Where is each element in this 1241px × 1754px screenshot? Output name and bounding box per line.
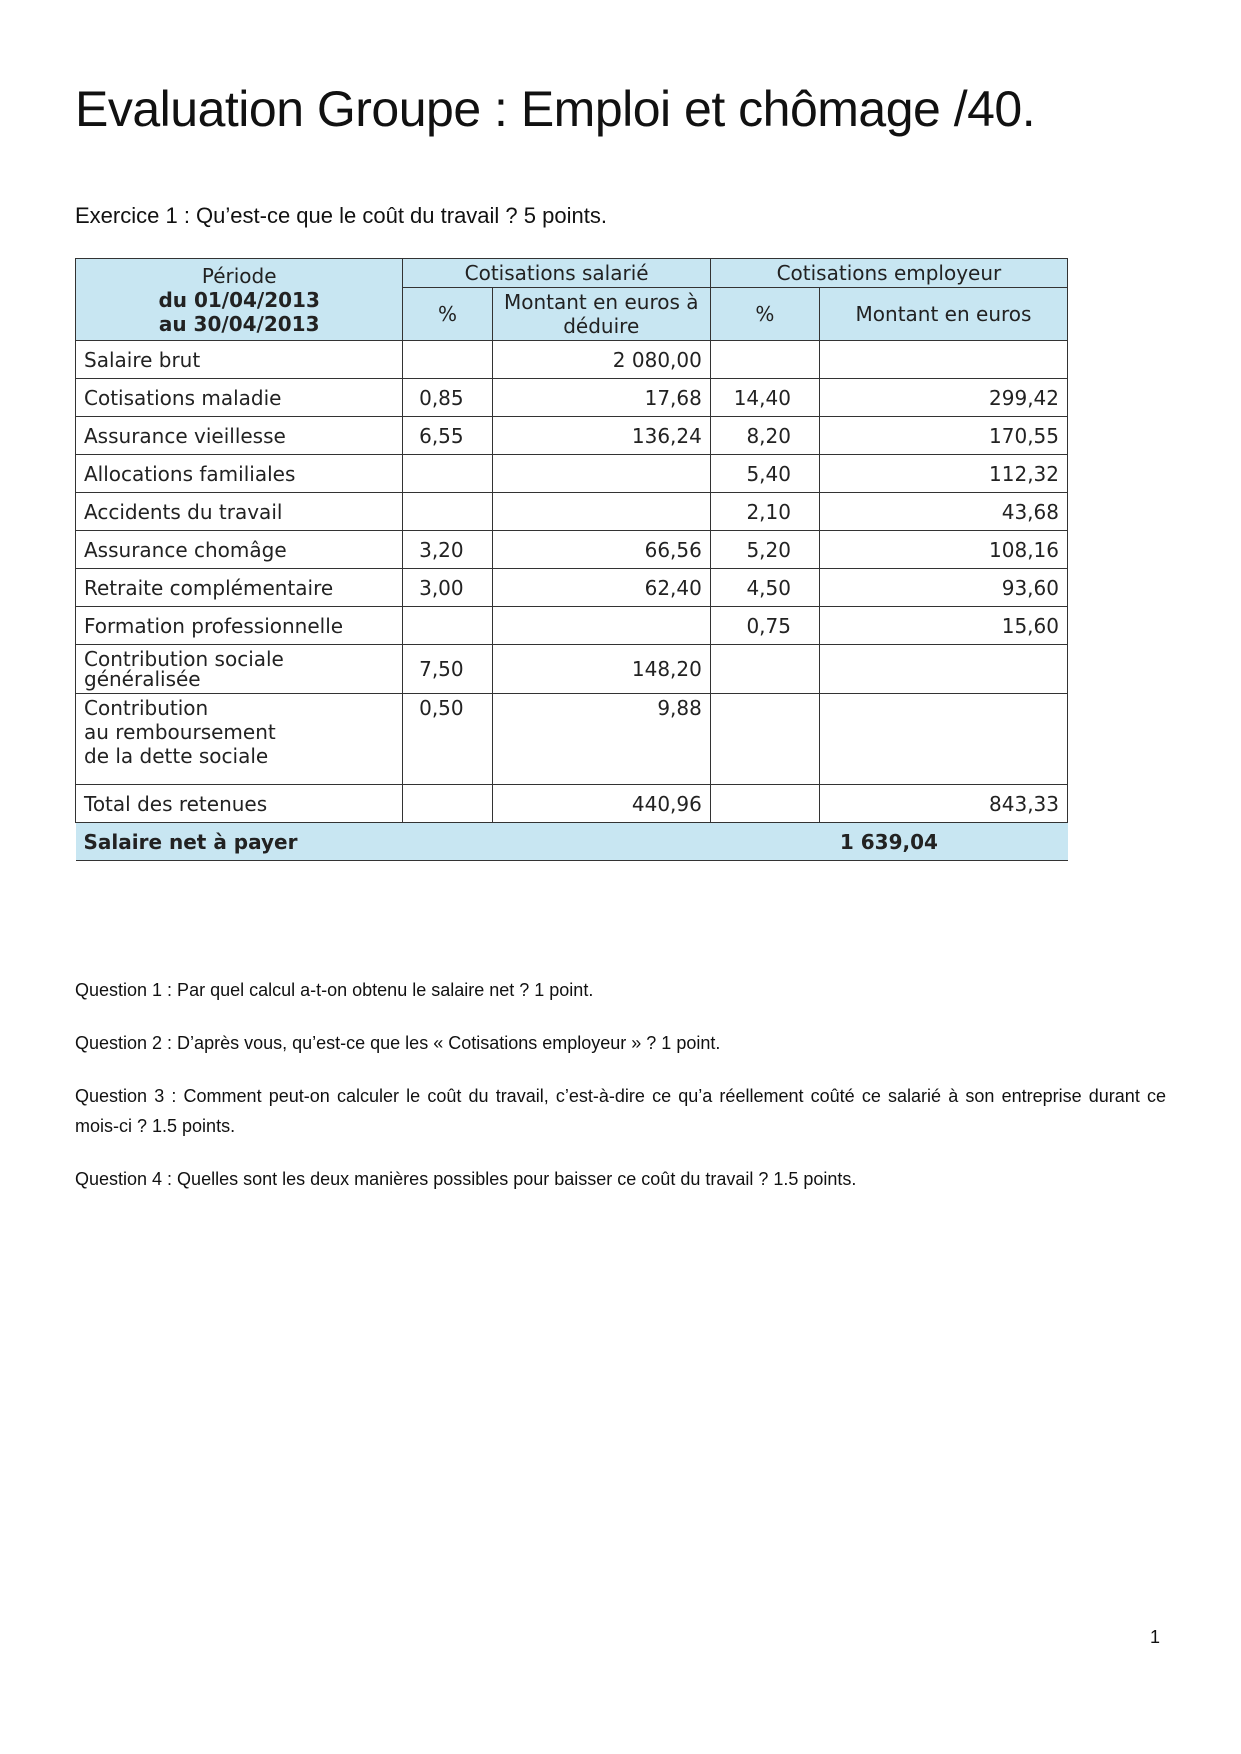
question-2: Question 2 : D’après vous, qu’est-ce que les « Cotisations employeur » ? 1 point. xyxy=(75,1033,721,1053)
table-row xyxy=(76,417,1068,455)
row-label: Retraite complémentaire xyxy=(76,569,403,607)
salarie-pct: 6,55 xyxy=(403,417,492,455)
salarie-pct xyxy=(403,493,492,531)
row-label-line: au remboursement xyxy=(84,720,276,744)
question-3: Question 3 : Comment peut-on calculer le coût du travail, c’est-à-dire ce qu’a réellement coûté ce salarié à son entreprise durant ce mois-ci ? 1.5 points. xyxy=(75,1086,1166,1136)
employeur-pct xyxy=(710,341,819,379)
row-label xyxy=(76,645,403,694)
salarie-pct: 3,00 xyxy=(403,569,492,607)
employeur-amount xyxy=(819,341,1067,379)
row-label: Cotisations maladie xyxy=(76,379,403,417)
salarie-group-header: Cotisations salarié xyxy=(403,259,711,288)
table-row xyxy=(76,379,1068,417)
row-label xyxy=(76,694,403,785)
salarie-amount-header: Montant en euros à déduire xyxy=(492,288,710,341)
employeur-amount: 170,55 xyxy=(819,417,1067,455)
employeur-amount xyxy=(819,694,1067,785)
table-header-row xyxy=(76,259,1068,288)
net-salary-value: 1 639,04 xyxy=(710,823,1067,861)
row-label-line: Contribution xyxy=(84,696,209,720)
salarie-pct xyxy=(403,455,492,493)
salarie-pct-header: % xyxy=(403,288,492,341)
row-label-line: de la dette sociale xyxy=(84,744,269,768)
total-row xyxy=(76,785,1068,823)
salarie-pct: 0,50 xyxy=(403,694,492,785)
salarie-amount xyxy=(492,493,710,531)
period-header xyxy=(76,259,403,341)
row-label: Allocations familiales xyxy=(76,455,403,493)
row-label-line: Contribution sociale xyxy=(84,647,284,671)
exercise-heading: Exercice 1 : Qu’est-ce que le coût du travail ? 5 points. xyxy=(75,203,607,228)
salarie-pct xyxy=(403,341,492,379)
payslip-table xyxy=(75,258,1068,861)
employeur-amount: 93,60 xyxy=(819,569,1067,607)
employeur-amount: 15,60 xyxy=(819,607,1067,645)
salarie-pct xyxy=(403,607,492,645)
employeur-pct xyxy=(710,694,819,785)
salarie-amount xyxy=(492,455,710,493)
salarie-amount xyxy=(492,607,710,645)
employeur-amount: 108,16 xyxy=(819,531,1067,569)
document-title: Evaluation Groupe : Emploi et chômage /40. xyxy=(75,81,1036,137)
employeur-pct: 4,50 xyxy=(710,569,819,607)
employeur-pct: 14,40 xyxy=(710,379,819,417)
employeur-amount: 112,32 xyxy=(819,455,1067,493)
employeur-amount: 43,68 xyxy=(819,493,1067,531)
salarie-pct xyxy=(403,785,492,823)
salarie-amount: 66,56 xyxy=(492,531,710,569)
table-row xyxy=(76,341,1068,379)
employeur-amount xyxy=(819,645,1067,694)
employeur-pct-header: % xyxy=(710,288,819,341)
net-salary-label: Salaire net à payer xyxy=(76,823,711,861)
employeur-pct: 2,10 xyxy=(710,493,819,531)
salarie-amount: 148,20 xyxy=(492,645,710,694)
row-label: Total des retenues xyxy=(76,785,403,823)
net-salary-row xyxy=(76,823,1068,861)
row-label: Assurance vieillesse xyxy=(76,417,403,455)
salarie-pct: 0,85 xyxy=(403,379,492,417)
employeur-pct xyxy=(710,645,819,694)
employeur-pct xyxy=(710,785,819,823)
row-label-line: généralisée xyxy=(84,667,201,691)
period-start: du 01/04/2013 xyxy=(158,287,320,312)
table-row xyxy=(76,694,1068,785)
employeur-pct: 8,20 xyxy=(710,417,819,455)
table-row xyxy=(76,569,1068,607)
salarie-amount: 9,88 xyxy=(492,694,710,785)
questions-section xyxy=(75,975,1166,1217)
period-label: Période xyxy=(201,263,277,288)
row-label: Formation professionnelle xyxy=(76,607,403,645)
table-row xyxy=(76,645,1068,694)
salarie-pct: 7,50 xyxy=(403,645,492,694)
period-end: au 30/04/2013 xyxy=(158,311,320,336)
employeur-pct: 5,20 xyxy=(710,531,819,569)
salarie-amount: 2 080,00 xyxy=(492,341,710,379)
salarie-total-amount: 440,96 xyxy=(492,785,710,823)
table-row xyxy=(76,455,1068,493)
payslip-table-container xyxy=(75,258,1068,861)
salarie-pct: 3,20 xyxy=(403,531,492,569)
question-1: Question 1 : Par quel calcul a-t-on obtenu le salaire net ? 1 point. xyxy=(75,980,594,1000)
salarie-amount: 17,68 xyxy=(492,379,710,417)
row-label: Assurance chomâge xyxy=(76,531,403,569)
employeur-total-amount: 843,33 xyxy=(819,785,1067,823)
table-row xyxy=(76,607,1068,645)
question-4: Question 4 : Quelles sont les deux manières possibles pour baisser ce coût du travail ? 1.5 points. xyxy=(75,1169,857,1189)
employeur-pct: 0,75 xyxy=(710,607,819,645)
page-number: 1 xyxy=(1150,1627,1161,1647)
salarie-amount: 136,24 xyxy=(492,417,710,455)
employeur-amount-header: Montant en euros xyxy=(819,288,1067,341)
employeur-pct: 5,40 xyxy=(710,455,819,493)
table-row xyxy=(76,493,1068,531)
employeur-amount: 299,42 xyxy=(819,379,1067,417)
salarie-amount: 62,40 xyxy=(492,569,710,607)
row-label: Salaire brut xyxy=(76,341,403,379)
row-label: Accidents du travail xyxy=(76,493,403,531)
table-row xyxy=(76,531,1068,569)
employeur-group-header: Cotisations employeur xyxy=(710,259,1067,288)
